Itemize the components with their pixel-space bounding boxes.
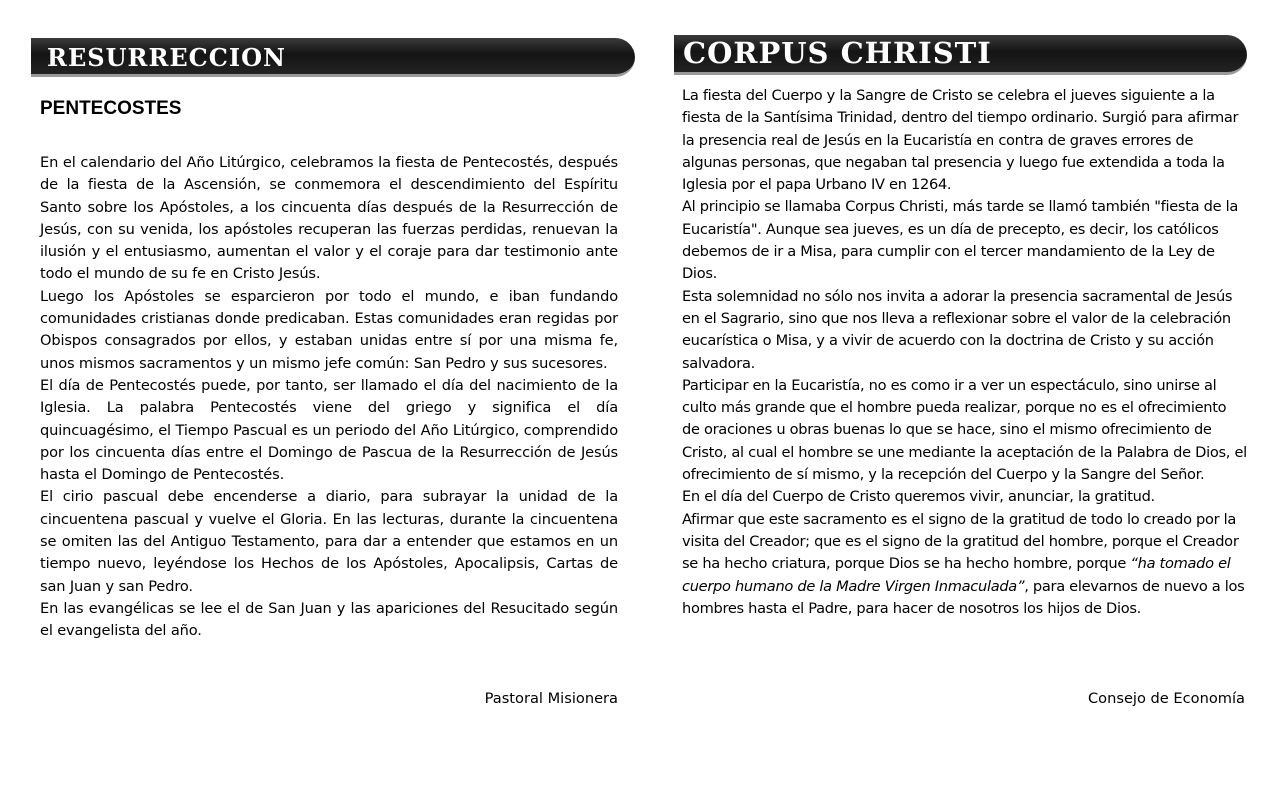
paragraph (682, 509, 1248, 620)
pastoral-misionera-signature: Pastoral Misionera (484, 690, 618, 707)
paragraph-end: , para elevarnos de nuevo a los hombres hasta el Padre, para hacer de nosotros los hijos de Dios. (682, 577, 1245, 617)
consejo-de-economia-signature: Consejo de Economía (1087, 690, 1245, 707)
paragraph: El día de Pentecostés puede, por tanto, ser llamado el día del nacimiento de la Iglesia. La palabra Pentecostés viene del griego y significa el día quincuagésimo, el Tiempo Pascual es un periodo del Año Litúrgico, comprendido por los cincuenta días entre el Domingo de Pascua de la Resurrección de Jesús hasta el Domingo de Pentecostés. (40, 376, 618, 484)
paragraph: Al principio se llamaba Corpus Christi, más tarde se llamó también "fiesta de la Eucaristía". Aunque sea jueves, es un día de precepto, es decir, los católicos debemos de ir a Misa, para cumplir con el tercer mandamiento de la Ley de Dios. (682, 198, 1238, 283)
paragraph: El cirio pascual debe encenderse a diario, para subrayar la unidad de la cincuentena pascual y vuelve el Gloria. En las lecturas, durante la cincuentena se omiten las del Antiguo Testamento, para dar a entender que estamos en un tiempo nuevo, leyéndose los Hechos de los Apóstoles, Apocalipsis, Cartas de san Juan y san Pedro. (40, 488, 618, 595)
paragraph: En el calendario del Año Litúrgico, celebramos la fiesta de Pentecostés, después de la fiesta de la Ascensión, se conmemora el descendimiento del Espíritu Santo sobre los Apóstoles, a los cincuenta días después de la Resurrección de Jesús, con su venida, los apóstoles recuperan las fuerzas perdidas, renuevan la ilusión y el entusiasmo, aumentan el valor y el coraje para dar testimonio ante todo el mundo de su fe en Cristo Jesús. (40, 154, 618, 283)
resurreccion-banner (31, 38, 635, 77)
pentecostes-subtitle: PENTECOSTES (40, 98, 182, 119)
paragraph-start: Afirmar que este sacramento es el signo de la gratitud de todo lo creado por la visita del Creador; que es el signo de la gratitud del hombre, porque el Creador se ha hecho criatura, porque Dios se ha hecho hombre, porque (682, 510, 1239, 573)
paragraph: La fiesta del Cuerpo y la Sangre de Cristo se celebra el jueves siguiente a la fiesta de la Santísima Trinidad, dentro del tiempo ordinario. Surgió para afirmar la presencia real de Jesús en la Eucaristía en contra de graves errores de algunas personas, que negaban tal presencia y luego fue extendida a toda la Iglesia por el papa Urbano IV en 1264. (682, 87, 1239, 194)
corpus-christi-banner (674, 35, 1247, 75)
paragraph: Esta solemnidad no sólo nos invita a adorar la presencia sacramental de Jesús en el Sagrario, sino que nos lleva a reflexionar sobre el valor de la celebración eucarística o Misa, y a vivir de acuerdo con la doctrina de Cristo y su acción salvadora. (682, 287, 1233, 372)
resurreccion-banner-title: RESURRECCION (47, 43, 286, 72)
corpus-christi-text (682, 85, 1248, 620)
quote: “ha tomado el cuerpo humano de la Madre Virgen Inmaculada” (682, 555, 1231, 595)
paragraph: Luego los Apóstoles se esparcieron por todo el mundo, e iban fundando comunidades cristianas donde predicaban. Estas comunidades eran regidas por Obispos consagrados por ellos, y estaban unidas entre sí por una misma fe, unos mismos sacramentos y un mismo jefe común: San Pedro y sus sucesores. (40, 287, 618, 372)
corpus-christi-banner-title: CORPUS CHRISTI (683, 36, 992, 70)
paragraph: Participar en la Eucaristía, no es como ir a ver un espectáculo, sino unirse al culto más grande que el hombre pueda realizar, porque no es el ofrecimiento de oraciones u obras buenas lo que se hace, sino el mismo ofrecimiento de Cristo, al cual el hombre se une mediante la aceptación de la Palabra de Dios, el ofrecimiento de sí mismo, y la recepción del Cuerpo y la Sangre del Señor. (682, 376, 1247, 484)
pentecostes-text (40, 152, 618, 643)
paragraph: En el día del Cuerpo de Cristo queremos vivir, anunciar, la gratitud. (682, 488, 1155, 506)
paragraph: En las evangélicas se lee el de San Juan y las apariciones del Resucitado según el evangelista del año. (40, 599, 618, 640)
